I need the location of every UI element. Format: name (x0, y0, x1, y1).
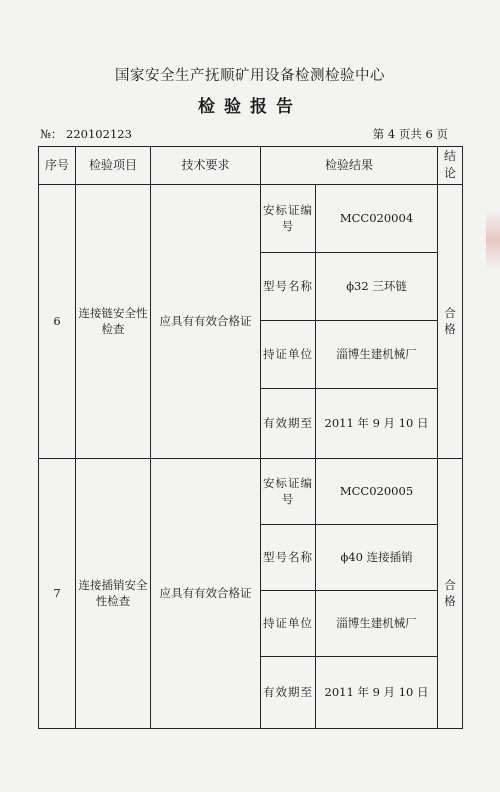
result-label: 安标证编号 (261, 184, 316, 252)
conclusion-cell: 合格 (438, 184, 463, 458)
inspection-table (38, 146, 463, 729)
seq-cell: 7 (39, 458, 76, 728)
requirement-cell: 应具有有效合格证 (151, 184, 261, 458)
column-header-seq: 序号 (39, 147, 76, 185)
result-label: 安标证编号 (261, 458, 316, 524)
result-value: MCC020005 (316, 458, 438, 524)
column-header-item: 检验项目 (76, 147, 151, 185)
result-label: 有效期至 (261, 656, 316, 728)
item-cell: 连接插销安全性检查 (76, 458, 151, 728)
report-title: 检验报告 (198, 97, 302, 117)
requirement-cell: 应具有有效合格证 (151, 458, 261, 728)
center-name: 国家安全生产抚顺矿用设备检测检验中心 (115, 68, 385, 84)
result-value: MCC020004 (316, 184, 438, 252)
result-label: 型号名称 (261, 252, 316, 320)
table-row (39, 184, 463, 252)
column-header-conclusion: 结论 (438, 147, 463, 185)
column-header-requirement: 技术要求 (151, 147, 261, 185)
result-value: ϕ32 三环链 (316, 252, 438, 320)
result-label: 持证单位 (261, 590, 316, 656)
result-value: 2011 年 9 月 10 日 (316, 388, 438, 458)
result-value: ϕ40 连接插销 (316, 524, 438, 590)
red-stamp-edge (486, 210, 500, 270)
result-label: 持证单位 (261, 320, 316, 388)
page-indicator: 第 4 页共 6 页 (372, 127, 448, 141)
result-value: 淄博生建机械厂 (316, 320, 438, 388)
table-header-row (39, 147, 463, 185)
seq-cell: 6 (39, 184, 76, 458)
result-label: 有效期至 (261, 388, 316, 458)
item-cell: 连接链安全性检查 (76, 184, 151, 458)
conclusion-cell: 合格 (438, 458, 463, 728)
column-header-result: 检验结果 (261, 147, 438, 185)
table-row (39, 458, 463, 524)
report-number: №： 220102123 (40, 127, 132, 141)
result-value: 淄博生建机械厂 (316, 590, 438, 656)
result-value: 2011 年 9 月 10 日 (316, 656, 438, 728)
result-label: 型号名称 (261, 524, 316, 590)
